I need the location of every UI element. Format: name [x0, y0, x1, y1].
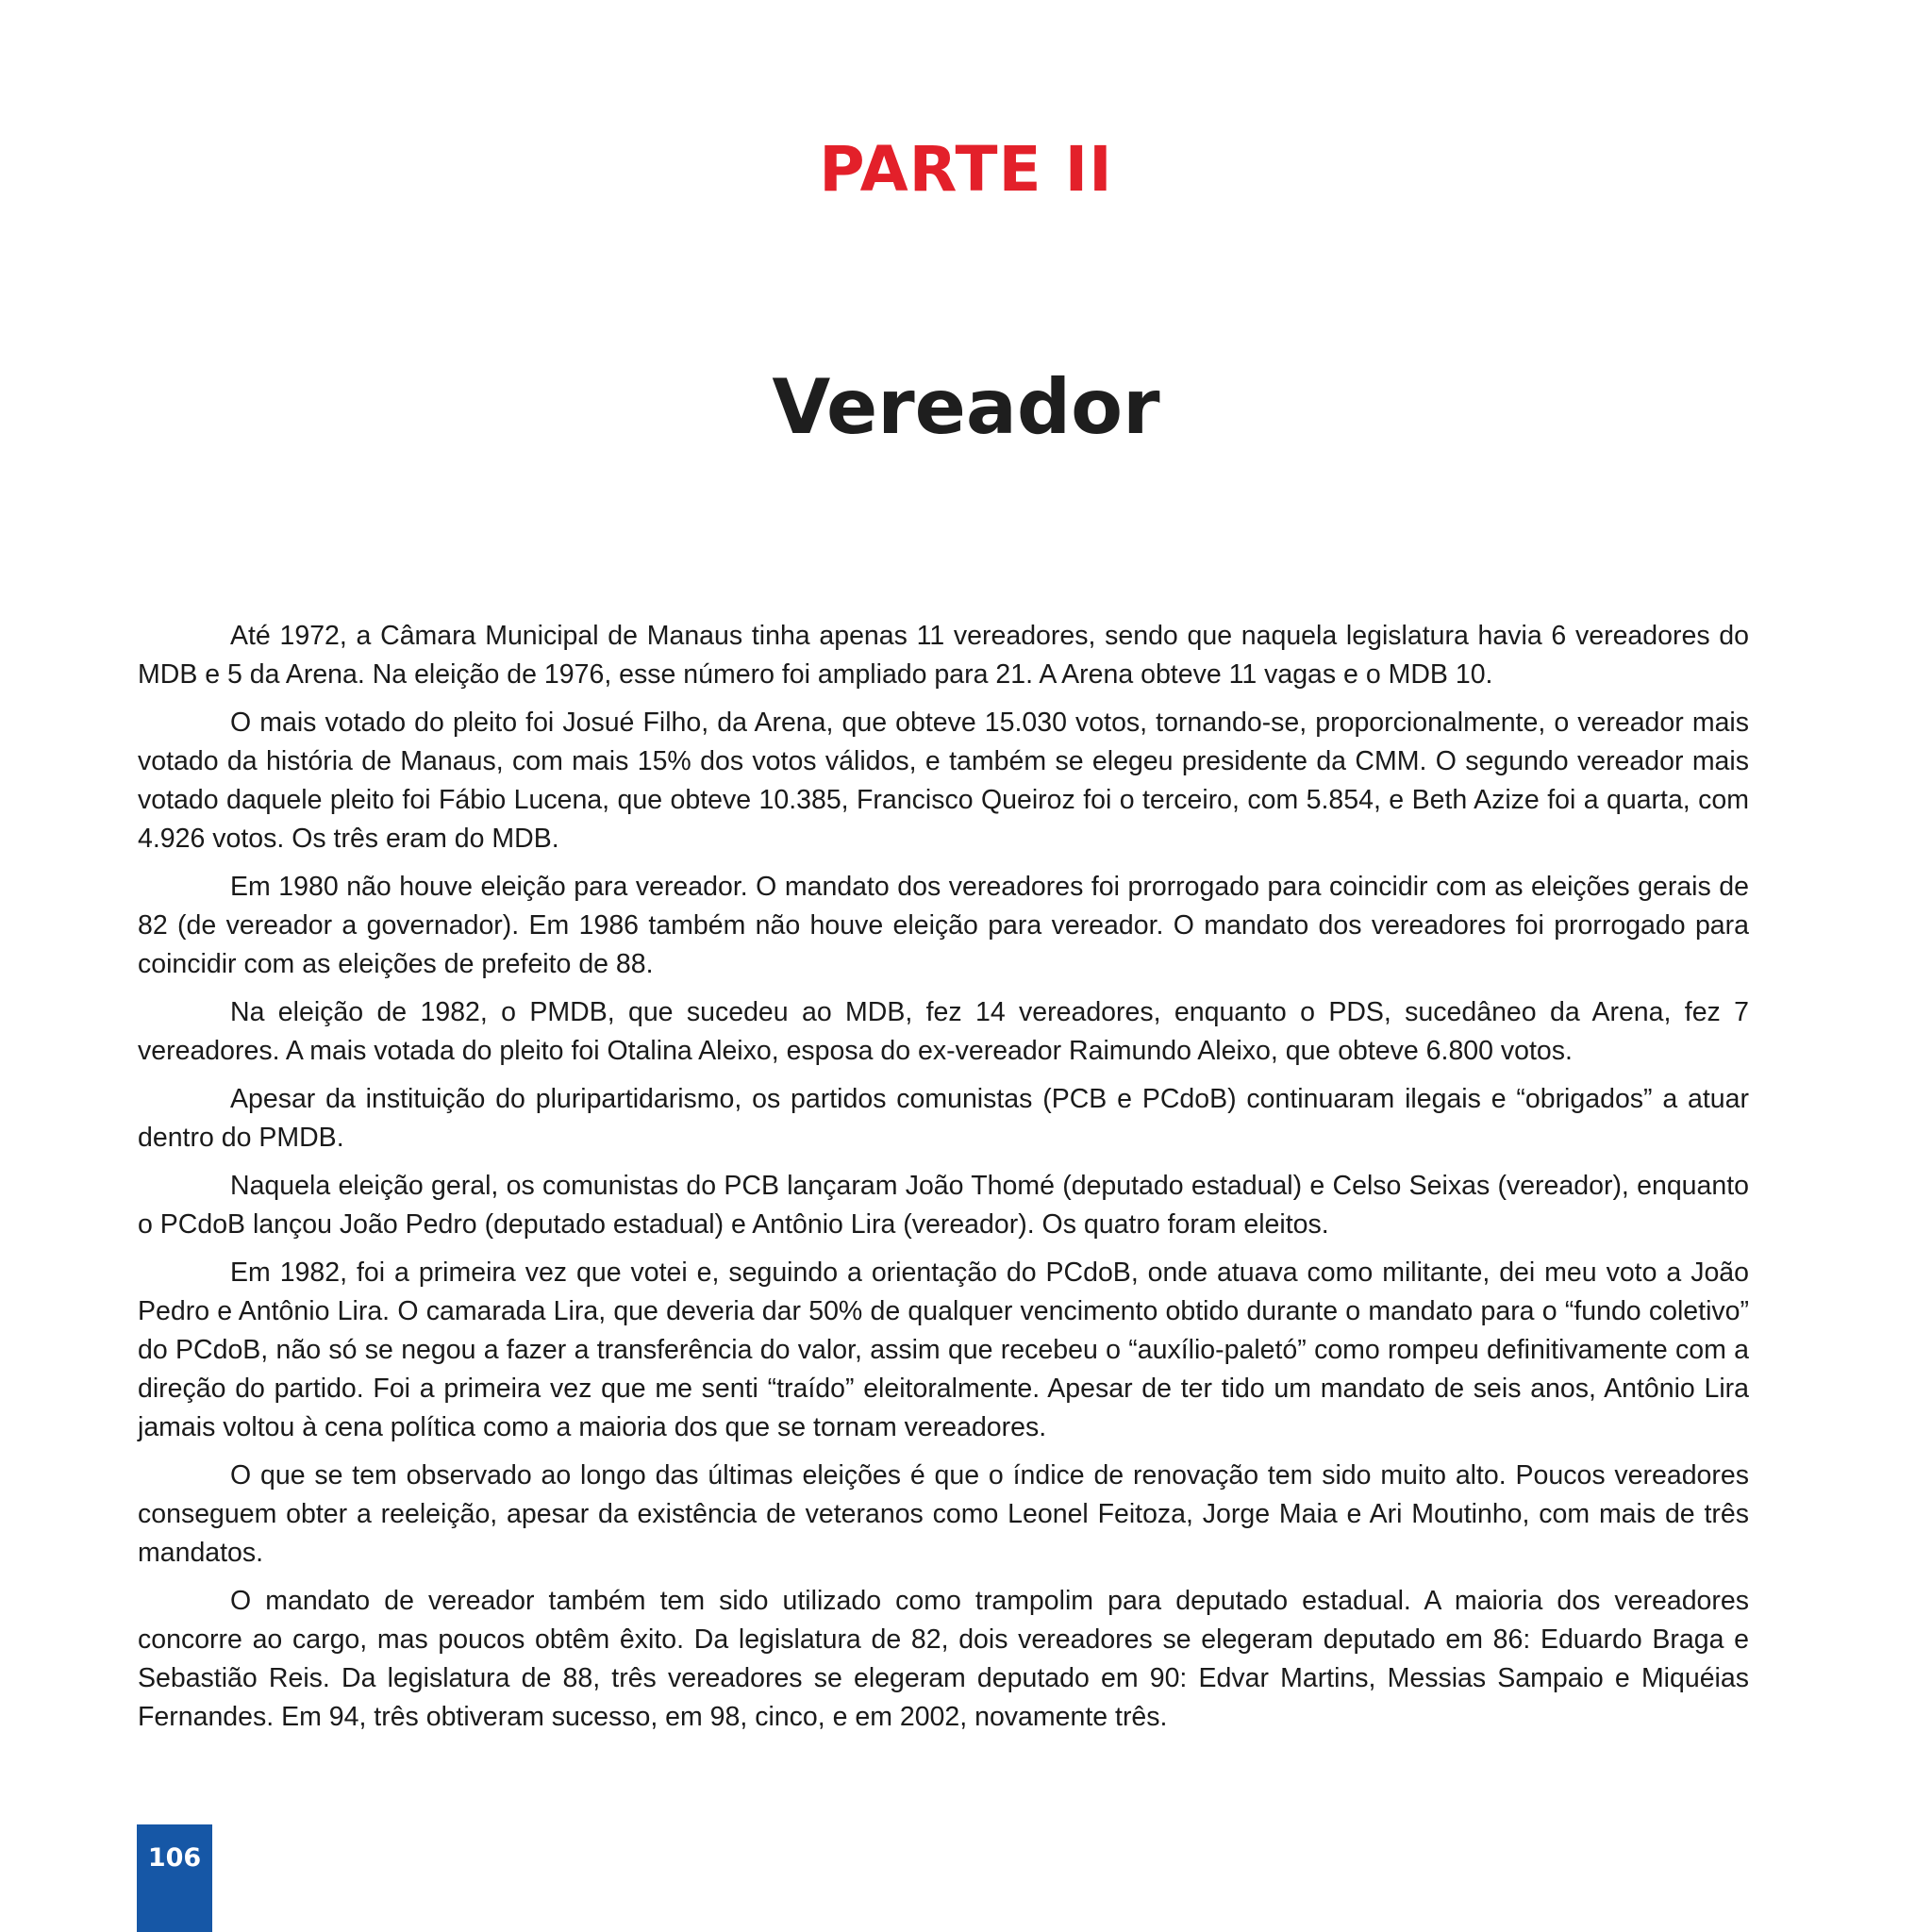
paragraph-2: O mais votado do pleito foi Josué Filho, da Arena, que obteve 15.030 votos, tornando-se, proporcionalmente, o vereador mais votado da história de Manaus, com mais 15% dos votos válidos, e também se elegeu presidente da CMM. O segundo vereador mais votado daquele pleito foi Fábio Lucena, que obteve 10.385, Francisco Queiroz foi o terceiro, com 5.854, e Beth Azize foi a quarta, com 4.926 votos. Os três eram do MDB.: [138, 708, 1749, 854]
page-number-tab: [137, 1824, 212, 1932]
paragraph-6: Naquela eleição geral, os comunistas do PCB lançaram João Thomé (deputado estadual) e Celso Seixas (vereador), enquanto o PCdoB lançou João Pedro (deputado estadual) e Antônio Lira (vereador). Os quatro foram eleitos.: [138, 1171, 1749, 1240]
body-text: [138, 617, 1749, 1746]
part-title: PARTE II: [819, 133, 1113, 206]
paragraph-8: O que se tem observado ao longo das últimas eleições é que o índice de renovação tem sido muito alto. Poucos vereadores conseguem obter a reeleição, apesar da existência de veteranos como Leonel Feitoza, Jorge Maia e Ari Moutinho, com mais de três mandatos.: [138, 1460, 1749, 1568]
paragraph-1: Até 1972, a Câmara Municipal de Manaus tinha apenas 11 vereadores, sendo que naquela legislatura havia 6 vereadores do MDB e 5 da Arena. Na eleição de 1976, esse número foi ampliado para 21. A Arena obteve 11 vagas e o MDB 10.: [138, 621, 1749, 690]
paragraph-4: Na eleição de 1982, o PMDB, que sucedeu ao MDB, fez 14 vereadores, enquanto o PDS, sucedâneo da Arena, fez 7 vereadores. A mais votada do pleito foi Otalina Aleixo, esposa do ex-vereador Raimundo Aleixo, que obteve 6.800 votos.: [138, 997, 1749, 1066]
page-number: 106: [147, 1843, 202, 1873]
paragraph-3: Em 1980 não houve eleição para vereador. O mandato dos vereadores foi prorrogado para coincidir com as eleições gerais de 82 (de vereador a governador). Em 1986 também não houve eleição para vereador. O mandato dos vereadores foi prorrogado para coincidir com as eleições de prefeito de 88.: [138, 872, 1749, 979]
paragraph-7: Em 1982, foi a primeira vez que votei e, seguindo a orientação do PCdoB, onde atuava como militante, dei meu voto a João Pedro e Antônio Lira. O camarada Lira, que deveria dar 50% de qualquer vencimento obtido durante o mandato para o “fundo coletivo” do PCdoB, não só se negou a fazer a transferência do valor, assim que recebeu o “auxílio-paletó” como rompeu definitivamente com a direção do partido. Foi a primeira vez que me senti “traído” eleitoralmente. Apesar de ter tido um mandato de seis anos, Antônio Lira jamais voltou à cena política como a maioria dos que se tornam vereadores.: [138, 1257, 1749, 1442]
paragraph-5: Apesar da instituição do pluripartidarismo, os partidos comunistas (PCB e PCdoB) continuaram ilegais e “obrigados” a atuar dentro do PMDB.: [138, 1084, 1749, 1153]
chapter-title: Vereador: [772, 363, 1160, 451]
paragraph-9: O mandato de vereador também tem sido utilizado como trampolim para deputado estadual. A maioria dos vereadores concorre ao cargo, mas poucos obtêm êxito. Da legislatura de 82, dois vereadores se elegeram deputado em 86: Eduardo Braga e Sebastião Reis. Da legislatura de 88, três vereadores se elegeram deputado em 90: Edvar Martins, Messias Sampaio e Miquéias Fernandes. Em 94, três obtiveram sucesso, em 98, cinco, e em 2002, novamente três.: [138, 1586, 1749, 1732]
